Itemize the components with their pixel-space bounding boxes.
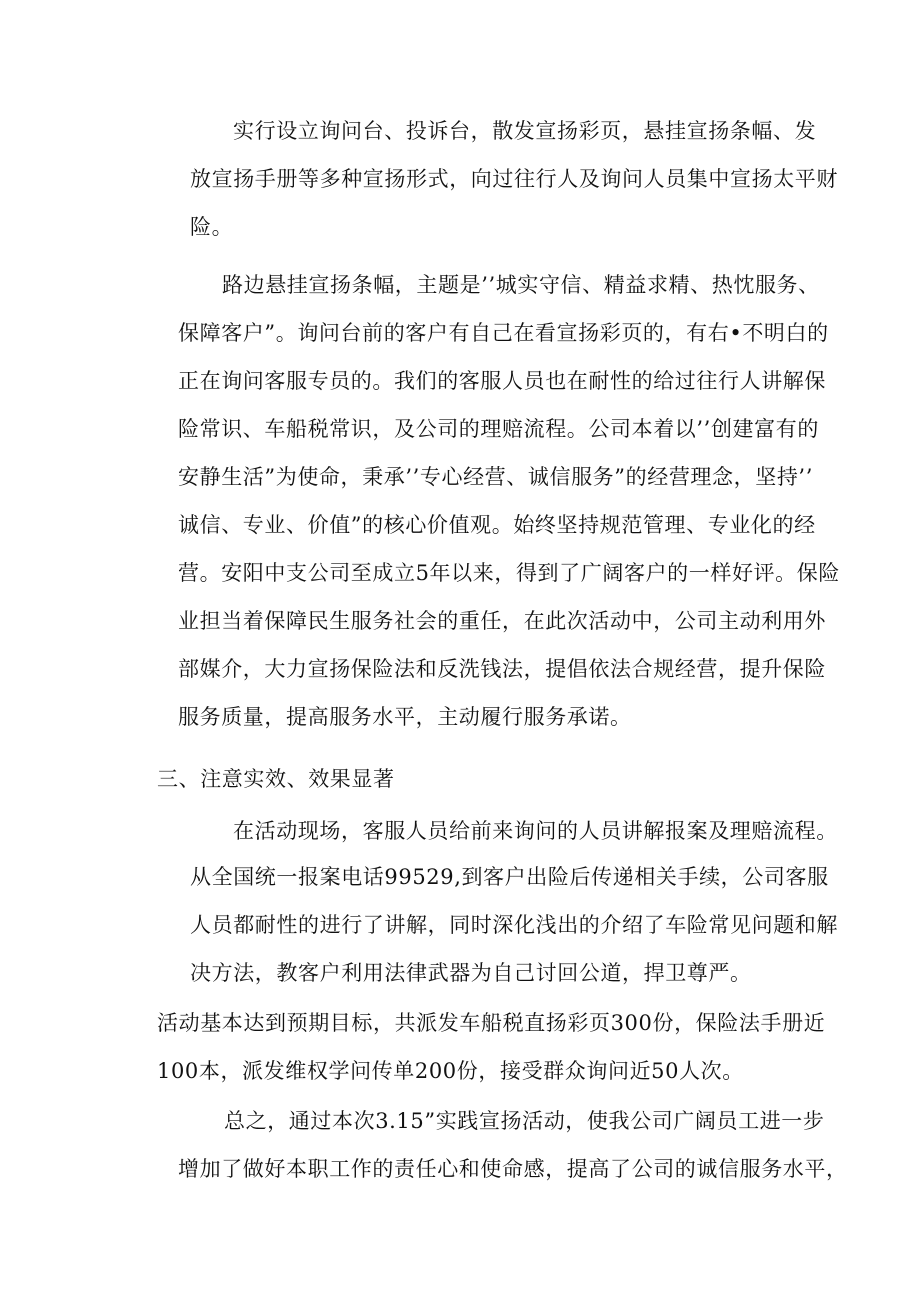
- paragraph-line: 人员都耐性的进行了讲解，同时深化浅出的介绍了车险常见问题和解: [190, 913, 838, 937]
- paragraph-line: 业担当着保障民生服务社会的重任，在此次活动中，公司主动利用外: [178, 609, 826, 633]
- paragraph-line: 增加了做好本职工作的责任心和使命感，提高了公司的诚信服务水平，: [178, 1157, 848, 1181]
- paragraph-line: 诚信、专业、价值”的核心价值观。始终坚持规范管理、专业化的经: [178, 513, 816, 537]
- paragraph-line: 服务质量，提高服务水平，主动履行服务承诺。: [178, 705, 632, 729]
- paragraph-line: 安静生活”为使命，秉承’’专心经营、诚信服务”的经营理念，坚持’’: [178, 465, 813, 489]
- paragraph-line: 活动基本达到预期目标，共派发车船税直扬彩页300份，保险法手册近: [157, 1011, 826, 1035]
- paragraph-line: 100本，派发维权学问传单200份，接受群众询问近50人次。: [157, 1059, 744, 1083]
- section-heading: 三、注意实效、效果显著: [157, 767, 395, 791]
- paragraph-line: 总之，通过本次3.15”实践宣扬活动，使我公司广阔员工进一步: [224, 1109, 825, 1133]
- paragraph-line: 在活动现场，客服人员给前来询问的人员讲解报案及理赔流程。: [233, 819, 838, 843]
- paragraph-line: 正在询问客服专员的。我们的客服人员也在耐性的给过往行人讲解保: [178, 369, 826, 393]
- paragraph-line: 实行设立询问台、投诉台，散发宣扬彩页，悬挂宣扬条幅、发: [233, 119, 817, 143]
- paragraph-line: 路边悬挂宣扬条幅，主题是’’城实守信、精益求精、热忱服务、: [222, 273, 820, 297]
- paragraph-line: 险。: [190, 215, 234, 239]
- paragraph-line: 从全国统一报案电话99529,到客户出险后传递相关手续，公司客服: [190, 865, 829, 889]
- paragraph-line: 决方法，教客户利用法律武器为自己讨回公道，捍卫尊严。: [190, 961, 752, 985]
- paragraph-line: 保障客户”。询问台前的客户有自己在看宣扬彩页的，有右•不明白的: [178, 321, 829, 345]
- paragraph-line: 放宣扬手册等多种宣扬形式，向过往行人及询问人员集中宣扬太平财: [190, 167, 838, 191]
- paragraph-line: 部媒介，大力宣扬保险法和反洗钱法，提倡依法合规经营，提升保险: [178, 657, 826, 681]
- paragraph-line: 险常识、车船税常识，及公司的理赔流程。公司本着以’’创建富有的: [178, 417, 819, 441]
- paragraph-line: 营。安阳中支公司至成立5年以来，得到了广阔客户的一样好评。保险: [178, 561, 840, 585]
